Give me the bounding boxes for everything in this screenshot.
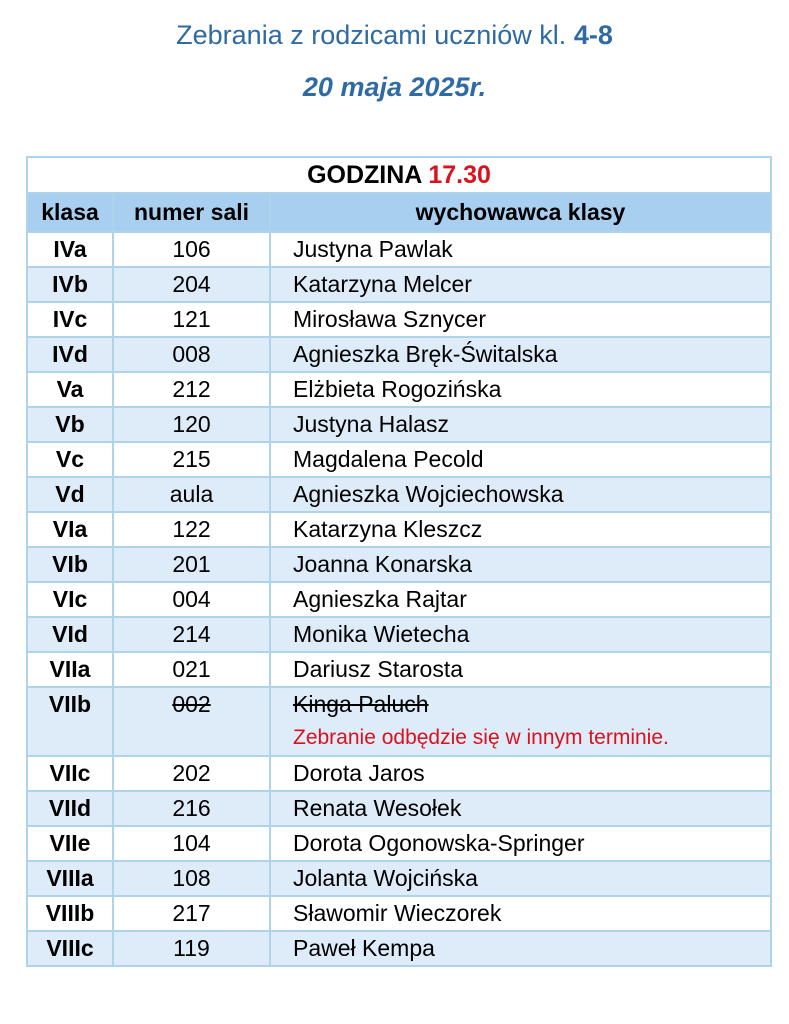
room-number: 214	[172, 621, 211, 647]
room-number: 120	[172, 411, 211, 437]
room-cell	[113, 896, 270, 931]
teacher-name: Justyna Pawlak	[293, 236, 453, 262]
table-row	[27, 896, 771, 931]
class-cell: VIId	[27, 791, 113, 826]
hour-cell	[27, 157, 771, 193]
table-row	[27, 687, 771, 756]
class-cell: VIIIa	[27, 861, 113, 896]
teacher-cell	[270, 512, 771, 547]
room-cell	[113, 337, 270, 372]
teacher-cell	[270, 861, 771, 896]
column-header-wychowawca: wychowawca klasy	[270, 193, 771, 232]
teacher-cell	[270, 407, 771, 442]
teacher-cell	[270, 302, 771, 337]
room-cell	[113, 931, 270, 966]
teacher-cell	[270, 617, 771, 652]
class-cell: VIIa	[27, 652, 113, 687]
room-cell	[113, 687, 270, 756]
teacher-name: Dariusz Starosta	[293, 656, 464, 682]
room-cell	[113, 582, 270, 617]
table-row	[27, 617, 771, 652]
class-cell: VIIIc	[27, 931, 113, 966]
meeting-date: 20 maja 2025r.	[302, 72, 487, 102]
teacher-cell	[270, 826, 771, 861]
room-cell	[113, 372, 270, 407]
class-cell: IVa	[27, 232, 113, 267]
teacher-name: Joanna Konarska	[293, 551, 473, 577]
room-number: 106	[172, 236, 211, 262]
teacher-cell	[270, 232, 771, 267]
teacher-name: Monika Wietecha	[293, 621, 470, 647]
class-cell: VIIb	[27, 687, 113, 756]
room-cell	[113, 617, 270, 652]
table-row	[27, 791, 771, 826]
class-cell: VIIIb	[27, 896, 113, 931]
hour-row	[27, 157, 771, 193]
room-number: aula	[169, 481, 214, 507]
class-cell: IVd	[27, 337, 113, 372]
class-cell: VIc	[27, 582, 113, 617]
teacher-name: Elżbieta Rogozińska	[293, 376, 502, 402]
room-number: 108	[172, 865, 211, 891]
room-cell	[113, 442, 270, 477]
hour-value: 17.30	[428, 161, 491, 189]
table-row	[27, 582, 771, 617]
class-cell: VIIc	[27, 756, 113, 791]
room-cell	[113, 477, 270, 512]
table-row	[27, 512, 771, 547]
class-cell: VIb	[27, 547, 113, 582]
class-cell: Vc	[27, 442, 113, 477]
class-cell: Va	[27, 372, 113, 407]
room-cell	[113, 791, 270, 826]
teacher-cell	[270, 442, 771, 477]
table-row	[27, 547, 771, 582]
room-number: 212	[172, 376, 211, 402]
room-number: 004	[172, 586, 211, 612]
room-number: 217	[172, 900, 211, 926]
table-row	[27, 372, 771, 407]
table-row	[27, 407, 771, 442]
class-cell: VIa	[27, 512, 113, 547]
teacher-cell	[270, 267, 771, 302]
schedule-table	[26, 156, 772, 967]
teacher-cell	[270, 652, 771, 687]
class-cell: IVc	[27, 302, 113, 337]
teacher-name: Agnieszka Wojciechowska	[293, 481, 564, 507]
room-cell	[113, 826, 270, 861]
room-number: 202	[172, 760, 211, 786]
room-number: 204	[172, 271, 211, 297]
room-number: 122	[172, 516, 211, 542]
room-cell	[113, 512, 270, 547]
teacher-cell	[270, 896, 771, 931]
column-header-sala: numer sali	[113, 193, 270, 232]
room-number: 104	[172, 830, 211, 856]
room-cell	[113, 756, 270, 791]
teacher-cell	[270, 756, 771, 791]
room-cell	[113, 861, 270, 896]
room-number: 121	[172, 306, 211, 332]
table-row	[27, 826, 771, 861]
room-cell	[113, 547, 270, 582]
teacher-cell	[270, 547, 771, 582]
table-body	[27, 232, 771, 966]
teacher-name: Jolanta Wojcińska	[293, 865, 478, 891]
document-title	[0, 18, 789, 52]
teacher-name: Agnieszka Rajtar	[293, 586, 467, 612]
column-header-klasa: klasa	[27, 193, 113, 232]
room-number: 119	[173, 935, 210, 961]
table-row	[27, 931, 771, 966]
teacher-cell	[270, 372, 771, 407]
class-cell: Vb	[27, 407, 113, 442]
room-cell	[113, 652, 270, 687]
table-row	[27, 337, 771, 372]
room-cell	[113, 302, 270, 337]
room-number: 216	[172, 795, 211, 821]
teacher-name: Magdalena Pecold	[293, 446, 484, 472]
teacher-name: Katarzyna Melcer	[293, 271, 472, 297]
teacher-name: Renata Wesołek	[293, 795, 462, 821]
table-row	[27, 652, 771, 687]
room-cell	[113, 407, 270, 442]
room-cell	[113, 232, 270, 267]
table-row	[27, 477, 771, 512]
hour-label: GODZINA	[307, 161, 422, 189]
room-number: 008	[172, 341, 211, 367]
room-number: 215	[172, 446, 211, 472]
title-grades: 4-8	[573, 20, 613, 50]
teacher-name: Kinga Paluch	[293, 691, 429, 717]
teacher-name: Paweł Kempa	[293, 935, 435, 961]
table-row	[27, 442, 771, 477]
teacher-name: Sławomir Wieczorek	[293, 900, 502, 926]
column-header-row	[27, 193, 771, 232]
teacher-cell	[270, 337, 771, 372]
teacher-cell	[270, 477, 771, 512]
title-text: Zebrania z rodzicami uczniów kl.	[176, 20, 567, 50]
teacher-name: Justyna Halasz	[293, 411, 449, 437]
table-row	[27, 302, 771, 337]
room-number: 021	[172, 656, 211, 682]
teacher-cell	[270, 582, 771, 617]
table-row	[27, 861, 771, 896]
teacher-cell	[270, 687, 771, 756]
room-cell	[113, 267, 270, 302]
room-number: 002	[172, 691, 211, 717]
table-row	[27, 232, 771, 267]
class-cell: VId	[27, 617, 113, 652]
teacher-name: Mirosława Sznycer	[293, 306, 486, 332]
room-number: 201	[172, 551, 211, 577]
teacher-cell	[270, 931, 771, 966]
teacher-name: Dorota Jaros	[293, 760, 425, 786]
teacher-name: Katarzyna Kleszcz	[293, 516, 483, 542]
teacher-cell	[270, 791, 771, 826]
teacher-name: Agnieszka Bręk-Świtalska	[293, 341, 558, 367]
table-row	[27, 267, 771, 302]
reschedule-note: Zebranie odbędzie się w innym terminie.	[293, 726, 669, 749]
class-cell: Vd	[27, 477, 113, 512]
table-row	[27, 756, 771, 791]
teacher-name: Dorota Ogonowska-Springer	[293, 830, 585, 856]
class-cell: VIIe	[27, 826, 113, 861]
class-cell: IVb	[27, 267, 113, 302]
